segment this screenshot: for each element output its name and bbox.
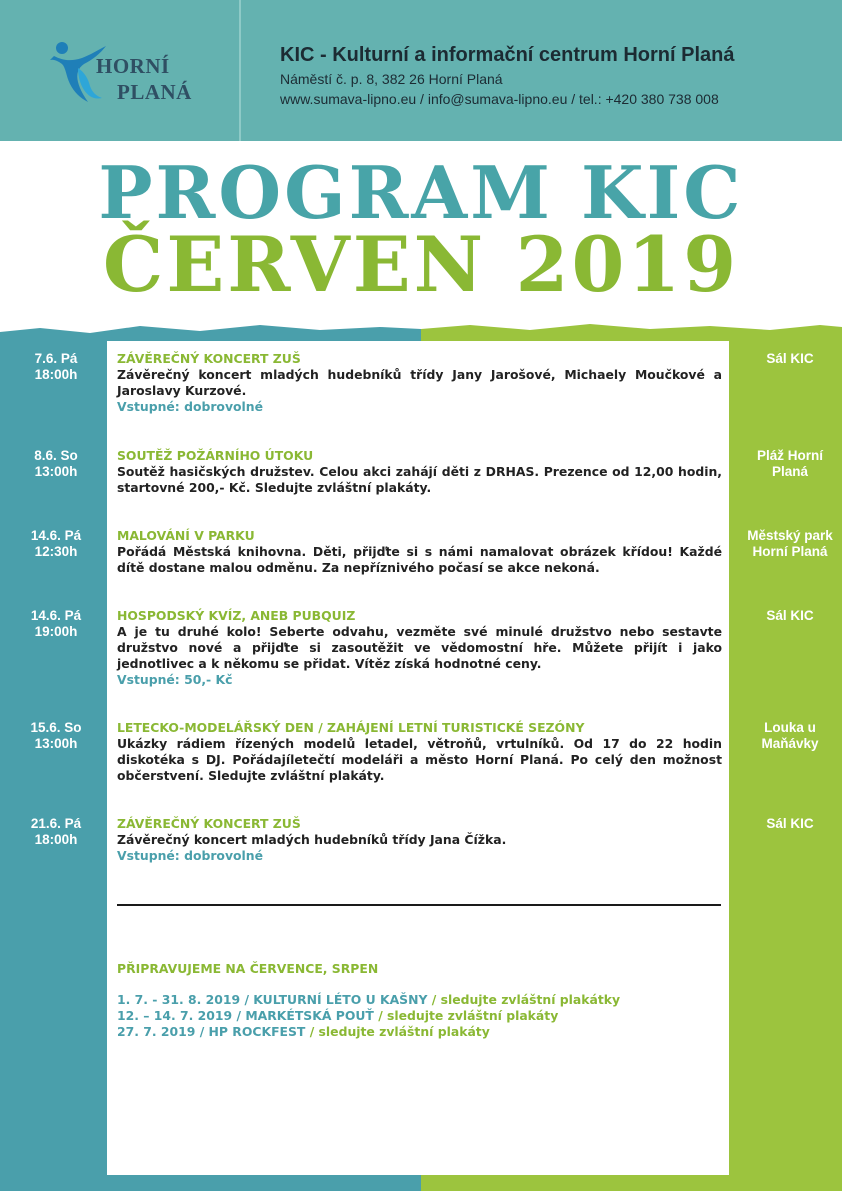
logo-text-line2: PLANÁ [117,80,192,104]
logo-text-line1: HORNÍ [96,54,170,78]
event-date [14,448,98,480]
event-date [14,528,98,560]
event-title: ZÁVĚREČNÝ KONCERT ZUŠ [117,351,301,366]
event-item [117,448,722,496]
event-time: 18:00h [34,832,78,847]
event-venue: Pláž Horní Planá [756,448,823,479]
upcoming-dates: 1. 7. - 31. 8. 2019 / [117,992,254,1007]
event-time: 13:00h [34,464,78,479]
event-description: Pořádá Městská knihovna. Děti, přijďte si s námi namalovat obrázek křídou! Každé dítě dostane malou odměnu. Za nepříznivého počasí se akce nekoná. [117,544,722,575]
event-date [14,608,98,640]
event-title: LETECKO-MODELÁŘSKÝ DEN / ZAHÁJENÍ LETNÍ TURISTICKÉ SEZÓNY [117,720,585,735]
upcoming-name: HP ROCKFEST [208,1024,306,1039]
event-day: 15.6. So [30,720,82,735]
event-time: 18:00h [34,367,78,382]
event-day: 14.6. Pá [30,608,82,623]
event-description: A je tu druhé kolo! Seberte odvahu, vezměte své minulé družstvo nebo sestavte družstvo nové a přijďte si zasoutěžit ve vědomostní hře. Můžete přijít i jako jednotlivec a k někomu se přidat. Vítěz získá hodnotné ceny. [117,624,722,671]
organization-name: KIC - Kulturní a informační centrum Horní Planá [280,44,735,66]
event-time: 19:00h [34,624,78,639]
event-date [14,816,98,848]
upcoming-item [117,1008,558,1024]
upcoming-dates: 27. 7. 2019 / [117,1024,209,1039]
event-price: Vstupné: dobrovolné [117,399,264,414]
upcoming-item [117,992,620,1008]
event-day: 7.6. Pá [34,351,78,366]
event-item [117,816,722,864]
event-venue: Sál KIC [766,608,814,623]
upcoming-note: / sledujte zvláštní plakáty [373,1008,559,1023]
event-day: 8.6. So [34,448,78,463]
event-time: 13:00h [34,736,78,751]
event-item [117,351,722,415]
event-title: ZÁVĚREČNÝ KONCERT ZUŠ [117,816,301,831]
organization-contact[interactable]: www.sumava-lipno.eu / info@sumava-lipno.eu / tel.: +420 380 738 008 [280,91,719,107]
event-item [117,720,722,784]
upcoming-item [117,1024,490,1040]
upcoming-name: KULTURNÍ LÉTO U KAŠNY [253,992,428,1007]
page-title-line1: PROGRAM KIC [98,150,744,235]
event-title: SOUTĚŽ POŽÁRNÍHO ÚTOKU [117,448,314,463]
event-day: 21.6. Pá [30,816,82,831]
event-venue: Sál KIC [766,816,814,831]
upcoming-dates: 12. – 14. 7. 2019 / [117,1008,246,1023]
event-date [14,351,98,383]
event-time: 12:30h [34,544,78,559]
upcoming-note: / sledujte zvláštní plakáty [305,1024,490,1039]
event-venue: Sál KIC [766,351,814,366]
event-price: Vstupné: dobrovolné [117,848,264,863]
organization-address: Náměstí č. p. 8, 382 26 Horní Planá [280,71,503,87]
event-description: Ukázky rádiem řízených modelů letadel, větroňů, vrtulníků. Od 17 do 22 hodin diskotéka s DJ. Pořádajíletečtí modeláři a město Horní Planá. Po celý den možnost občerstvení. Sledujte zvláštní plakáty. [117,736,722,783]
event-venue: Louka u Maňávky [761,720,819,751]
event-description: Závěrečný koncert mladých hudebníků třídy Jana Čížka. [117,832,507,847]
upcoming-name: MARKÉTSKÁ POUŤ [245,1008,374,1023]
event-title: HOSPODSKÝ KVÍZ, ANEB PUBQUIZ [117,608,356,623]
preparing-heading: PŘIPRAVUJEME NA ČERVENCE, SRPEN [117,961,379,976]
event-title: MALOVÁNÍ V PARKU [117,528,255,543]
event-description: Soutěž hasičských družstev. Celou akci zahájí děti z DRHAS. Prezence od 12,00 hodin, startovné 200,- Kč. Sledujte zvláštní plakáty. [117,464,722,495]
event-date [14,720,98,752]
event-venue: Městský park Horní Planá [747,528,833,559]
event-item [117,528,722,576]
event-day: 14.6. Pá [30,528,82,543]
upcoming-note: / sledujte zvláštní plakátky [427,992,621,1007]
page-title-line2: ČERVEN 2019 [102,220,740,309]
logo[interactable] [0,0,241,141]
divider-line [117,904,721,906]
event-item [117,608,722,688]
event-description: Závěrečný koncert mladých hudebníků třídy Jany Jarošové, Michaely Moučkové a Jaroslavy Kurzové. [117,367,722,398]
event-price: Vstupné: 50,- Kč [117,672,233,687]
